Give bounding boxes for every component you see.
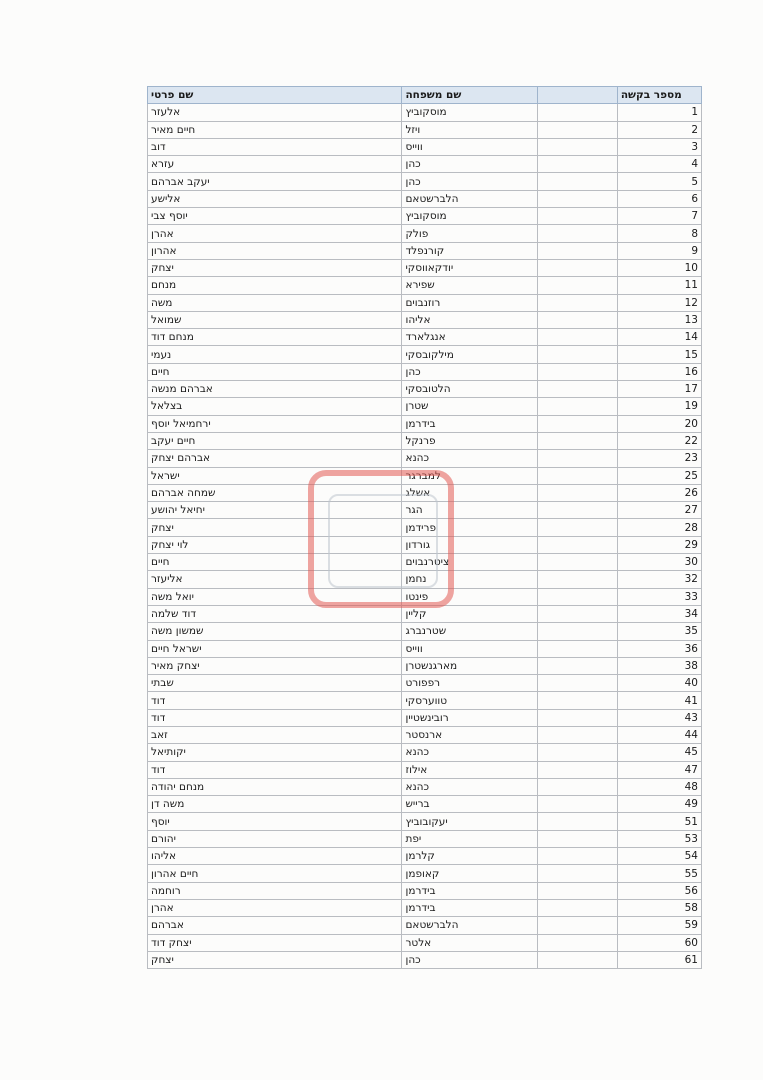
empty-cell: [537, 156, 617, 173]
table-row: [148, 346, 702, 363]
first-name-cell: ישראל: [148, 467, 402, 484]
empty-cell: [537, 951, 617, 968]
first-name-cell: חיים יעקב: [148, 432, 402, 449]
first-name-cell: יצחק: [148, 259, 402, 276]
table-row: [148, 951, 702, 968]
table-row: [148, 761, 702, 778]
empty-cell: [537, 899, 617, 916]
request-number-cell: 30: [617, 554, 701, 571]
last-name-cell: יודקאווסקי: [402, 259, 537, 276]
first-name-cell: דוב: [148, 138, 402, 155]
request-number-cell: 48: [617, 778, 701, 795]
first-name-cell: אברהם: [148, 917, 402, 934]
first-name-cell: יואל משה: [148, 588, 402, 605]
first-name-cell: אליהו: [148, 848, 402, 865]
table-row: [148, 190, 702, 207]
last-name-cell: ברייש: [402, 796, 537, 813]
table-row: [148, 138, 702, 155]
request-number-cell: 29: [617, 536, 701, 553]
last-name-cell: טווערסקי: [402, 692, 537, 709]
empty-cell: [537, 121, 617, 138]
empty-cell: [537, 588, 617, 605]
empty-cell: [537, 761, 617, 778]
first-name-cell: דוד: [148, 761, 402, 778]
request-number-cell: 25: [617, 467, 701, 484]
last-name-cell: נחמן: [402, 571, 537, 588]
last-name-cell: כהן: [402, 156, 537, 173]
last-name-cell: כהנא: [402, 778, 537, 795]
last-name-cell: שפירא: [402, 277, 537, 294]
table-row: [148, 398, 702, 415]
request-number-cell: 28: [617, 519, 701, 536]
table-row: [148, 865, 702, 882]
table-row: [148, 588, 702, 605]
last-name-cell: שטרן: [402, 398, 537, 415]
request-number-cell: 61: [617, 951, 701, 968]
request-number-cell: 53: [617, 830, 701, 847]
last-name-cell: ווייס: [402, 640, 537, 657]
first-name-cell: דוד שלמה: [148, 605, 402, 622]
request-number-cell: 3: [617, 138, 701, 155]
empty-cell: [537, 415, 617, 432]
last-name-cell: קליין: [402, 605, 537, 622]
request-number-cell: 54: [617, 848, 701, 865]
first-name-cell: שבתי: [148, 675, 402, 692]
first-name-cell: משה: [148, 294, 402, 311]
table-row: [148, 796, 702, 813]
empty-cell: [537, 467, 617, 484]
empty-cell: [537, 190, 617, 207]
empty-cell: [537, 934, 617, 951]
request-number-cell: 6: [617, 190, 701, 207]
request-number-cell: 49: [617, 796, 701, 813]
first-name-cell: משה דן: [148, 796, 402, 813]
first-name-cell: אהרון: [148, 242, 402, 259]
first-name-cell: יחיאל יהושע: [148, 502, 402, 519]
last-name-cell: כהנא: [402, 450, 537, 467]
empty-cell: [537, 381, 617, 398]
empty-cell: [537, 709, 617, 726]
first-name-cell: שמואל: [148, 311, 402, 328]
last-name-cell: גורדון: [402, 536, 537, 553]
first-name-cell: אברהם יצחק: [148, 450, 402, 467]
last-name-cell: הלברשטאם: [402, 917, 537, 934]
table-row: [148, 536, 702, 553]
last-name-cell: פרנקל: [402, 432, 537, 449]
table-row: [148, 778, 702, 795]
table-header-row: [148, 87, 702, 104]
first-name-cell: לוי יצחק: [148, 536, 402, 553]
first-name-cell: יצחק מאיר: [148, 657, 402, 674]
request-number-cell: 2: [617, 121, 701, 138]
empty-cell: [537, 571, 617, 588]
empty-cell: [537, 363, 617, 380]
table-row: [148, 294, 702, 311]
empty-cell: [537, 536, 617, 553]
empty-cell: [537, 744, 617, 761]
empty-cell: [537, 796, 617, 813]
last-name-cell: קורנפלד: [402, 242, 537, 259]
last-name-cell: רפפורט: [402, 675, 537, 692]
first-name-cell: חיים אהרון: [148, 865, 402, 882]
header-empty-cell: [537, 87, 617, 104]
last-name-cell: מארגנשטרן: [402, 657, 537, 674]
first-name-cell: חיים: [148, 554, 402, 571]
last-name-cell: אילוז: [402, 761, 537, 778]
table-row: [148, 277, 702, 294]
first-name-cell: שמשון משה: [148, 623, 402, 640]
table-row: [148, 208, 702, 225]
request-number-cell: 8: [617, 225, 701, 242]
empty-cell: [537, 692, 617, 709]
table-row: [148, 450, 702, 467]
last-name-cell: אליהו: [402, 311, 537, 328]
first-name-cell: יהורם: [148, 830, 402, 847]
request-number-cell: 43: [617, 709, 701, 726]
last-name-cell: כהן: [402, 173, 537, 190]
last-name-cell: למברגר: [402, 467, 537, 484]
request-number-cell: 26: [617, 484, 701, 501]
empty-cell: [537, 726, 617, 743]
request-number-cell: 11: [617, 277, 701, 294]
last-name-cell: קאופמן: [402, 865, 537, 882]
last-name-cell: רובינשטיין: [402, 709, 537, 726]
empty-cell: [537, 225, 617, 242]
last-name-cell: פינטו: [402, 588, 537, 605]
table-row: [148, 882, 702, 899]
request-number-cell: 32: [617, 571, 701, 588]
request-number-cell: 5: [617, 173, 701, 190]
header-request-number: מספר בקשה: [617, 87, 701, 104]
empty-cell: [537, 398, 617, 415]
empty-cell: [537, 502, 617, 519]
first-name-cell: יצחק: [148, 951, 402, 968]
first-name-cell: אליעזר: [148, 571, 402, 588]
request-number-cell: 10: [617, 259, 701, 276]
request-number-cell: 33: [617, 588, 701, 605]
table-row: [148, 156, 702, 173]
request-number-cell: 35: [617, 623, 701, 640]
last-name-cell: רוזנבוים: [402, 294, 537, 311]
first-name-cell: מנחם: [148, 277, 402, 294]
empty-cell: [537, 104, 617, 121]
empty-cell: [537, 311, 617, 328]
first-name-cell: דוד: [148, 709, 402, 726]
table-row: [148, 813, 702, 830]
first-name-cell: אהרן: [148, 225, 402, 242]
first-name-cell: זאב: [148, 726, 402, 743]
table-row: [148, 605, 702, 622]
first-name-cell: אלישע: [148, 190, 402, 207]
header-last-name: שם משפחה: [402, 87, 537, 104]
table-row: [148, 173, 702, 190]
table-row: [148, 225, 702, 242]
request-number-cell: 40: [617, 675, 701, 692]
empty-cell: [537, 778, 617, 795]
empty-cell: [537, 657, 617, 674]
empty-cell: [537, 432, 617, 449]
table-row: [148, 571, 702, 588]
empty-cell: [537, 640, 617, 657]
request-number-cell: 1: [617, 104, 701, 121]
first-name-cell: רוחמה: [148, 882, 402, 899]
request-number-cell: 34: [617, 605, 701, 622]
table-row: [148, 381, 702, 398]
table-row: [148, 640, 702, 657]
request-number-cell: 58: [617, 899, 701, 916]
first-name-cell: יצחק: [148, 519, 402, 536]
empty-cell: [537, 848, 617, 865]
request-number-cell: 41: [617, 692, 701, 709]
first-name-cell: ישראל חיים: [148, 640, 402, 657]
table-row: [148, 432, 702, 449]
table-row: [148, 709, 702, 726]
empty-cell: [537, 882, 617, 899]
table-row: [148, 657, 702, 674]
last-name-cell: הגר: [402, 502, 537, 519]
request-number-cell: 59: [617, 917, 701, 934]
last-name-cell: מילקובסקי: [402, 346, 537, 363]
empty-cell: [537, 173, 617, 190]
last-name-cell: שטרנברג: [402, 623, 537, 640]
request-number-cell: 47: [617, 761, 701, 778]
table-row: [148, 415, 702, 432]
header-first-name: שם פרטי: [148, 87, 402, 104]
last-name-cell: אלטר: [402, 934, 537, 951]
last-name-cell: מוסקוביץ: [402, 208, 537, 225]
request-number-cell: 14: [617, 329, 701, 346]
first-name-cell: נעמי: [148, 346, 402, 363]
applicants-table: [147, 86, 702, 969]
last-name-cell: הלברשטאם: [402, 190, 537, 207]
table-row: [148, 259, 702, 276]
first-name-cell: דוד: [148, 692, 402, 709]
request-number-cell: 7: [617, 208, 701, 225]
table-row: [148, 830, 702, 847]
table-row: [148, 121, 702, 138]
empty-cell: [537, 484, 617, 501]
table-row: [148, 363, 702, 380]
last-name-cell: פולק: [402, 225, 537, 242]
empty-cell: [537, 294, 617, 311]
table-row: [148, 744, 702, 761]
empty-cell: [537, 346, 617, 363]
first-name-cell: מנחם יהודה: [148, 778, 402, 795]
first-name-cell: ירחמיאל יוסף: [148, 415, 402, 432]
empty-cell: [537, 813, 617, 830]
first-name-cell: חיים מאיר: [148, 121, 402, 138]
empty-cell: [537, 519, 617, 536]
request-number-cell: 22: [617, 432, 701, 449]
request-number-cell: 55: [617, 865, 701, 882]
first-name-cell: יוסף צבי: [148, 208, 402, 225]
request-number-cell: 20: [617, 415, 701, 432]
first-name-cell: מנחם דוד: [148, 329, 402, 346]
empty-cell: [537, 277, 617, 294]
empty-cell: [537, 329, 617, 346]
request-number-cell: 51: [617, 813, 701, 830]
empty-cell: [537, 259, 617, 276]
request-number-cell: 45: [617, 744, 701, 761]
last-name-cell: בידרמן: [402, 882, 537, 899]
last-name-cell: אנגלארד: [402, 329, 537, 346]
request-number-cell: 13: [617, 311, 701, 328]
last-name-cell: ארנסטר: [402, 726, 537, 743]
request-number-cell: 15: [617, 346, 701, 363]
request-number-cell: 19: [617, 398, 701, 415]
first-name-cell: שמחה אברהם: [148, 484, 402, 501]
first-name-cell: יצחק דוד: [148, 934, 402, 951]
table-row: [148, 848, 702, 865]
request-number-cell: 23: [617, 450, 701, 467]
first-name-cell: עזרא: [148, 156, 402, 173]
last-name-cell: קלרמן: [402, 848, 537, 865]
last-name-cell: כהנא: [402, 744, 537, 761]
last-name-cell: כהן: [402, 363, 537, 380]
empty-cell: [537, 917, 617, 934]
request-number-cell: 56: [617, 882, 701, 899]
table-row: [148, 554, 702, 571]
last-name-cell: כהן: [402, 951, 537, 968]
first-name-cell: אהרן: [148, 899, 402, 916]
first-name-cell: יוסף: [148, 813, 402, 830]
request-number-cell: 12: [617, 294, 701, 311]
table-row: [148, 623, 702, 640]
request-number-cell: 4: [617, 156, 701, 173]
empty-cell: [537, 450, 617, 467]
empty-cell: [537, 208, 617, 225]
table-row: [148, 467, 702, 484]
request-number-cell: 17: [617, 381, 701, 398]
table-row: [148, 726, 702, 743]
last-name-cell: ויזל: [402, 121, 537, 138]
table-body: [148, 104, 702, 969]
request-number-cell: 44: [617, 726, 701, 743]
table-row: [148, 104, 702, 121]
request-number-cell: 38: [617, 657, 701, 674]
last-name-cell: מוסקוביץ: [402, 104, 537, 121]
empty-cell: [537, 830, 617, 847]
table-row: [148, 311, 702, 328]
table-row: [148, 502, 702, 519]
last-name-cell: בידרמן: [402, 415, 537, 432]
first-name-cell: חיים: [148, 363, 402, 380]
last-name-cell: הלטובסקי: [402, 381, 537, 398]
table-row: [148, 692, 702, 709]
empty-cell: [537, 865, 617, 882]
last-name-cell: ווייס: [402, 138, 537, 155]
first-name-cell: אלעזר: [148, 104, 402, 121]
empty-cell: [537, 138, 617, 155]
request-number-cell: 60: [617, 934, 701, 951]
last-name-cell: ציטרנבוים: [402, 554, 537, 571]
empty-cell: [537, 242, 617, 259]
table-row: [148, 934, 702, 951]
first-name-cell: בצלאל: [148, 398, 402, 415]
first-name-cell: אברהם מנשה: [148, 381, 402, 398]
request-number-cell: 16: [617, 363, 701, 380]
table-row: [148, 242, 702, 259]
table-row: [148, 519, 702, 536]
empty-cell: [537, 605, 617, 622]
request-number-cell: 27: [617, 502, 701, 519]
last-name-cell: יעקובוביץ: [402, 813, 537, 830]
empty-cell: [537, 554, 617, 571]
request-number-cell: 9: [617, 242, 701, 259]
table-row: [148, 329, 702, 346]
last-name-cell: אשלג: [402, 484, 537, 501]
first-name-cell: יקותיאל: [148, 744, 402, 761]
empty-cell: [537, 675, 617, 692]
first-name-cell: יעקב אברהם: [148, 173, 402, 190]
last-name-cell: יפת: [402, 830, 537, 847]
table-row: [148, 899, 702, 916]
last-name-cell: בידרמן: [402, 899, 537, 916]
empty-cell: [537, 623, 617, 640]
table-row: [148, 917, 702, 934]
request-number-cell: 36: [617, 640, 701, 657]
table-row: [148, 675, 702, 692]
table-row: [148, 484, 702, 501]
last-name-cell: פרידמן: [402, 519, 537, 536]
